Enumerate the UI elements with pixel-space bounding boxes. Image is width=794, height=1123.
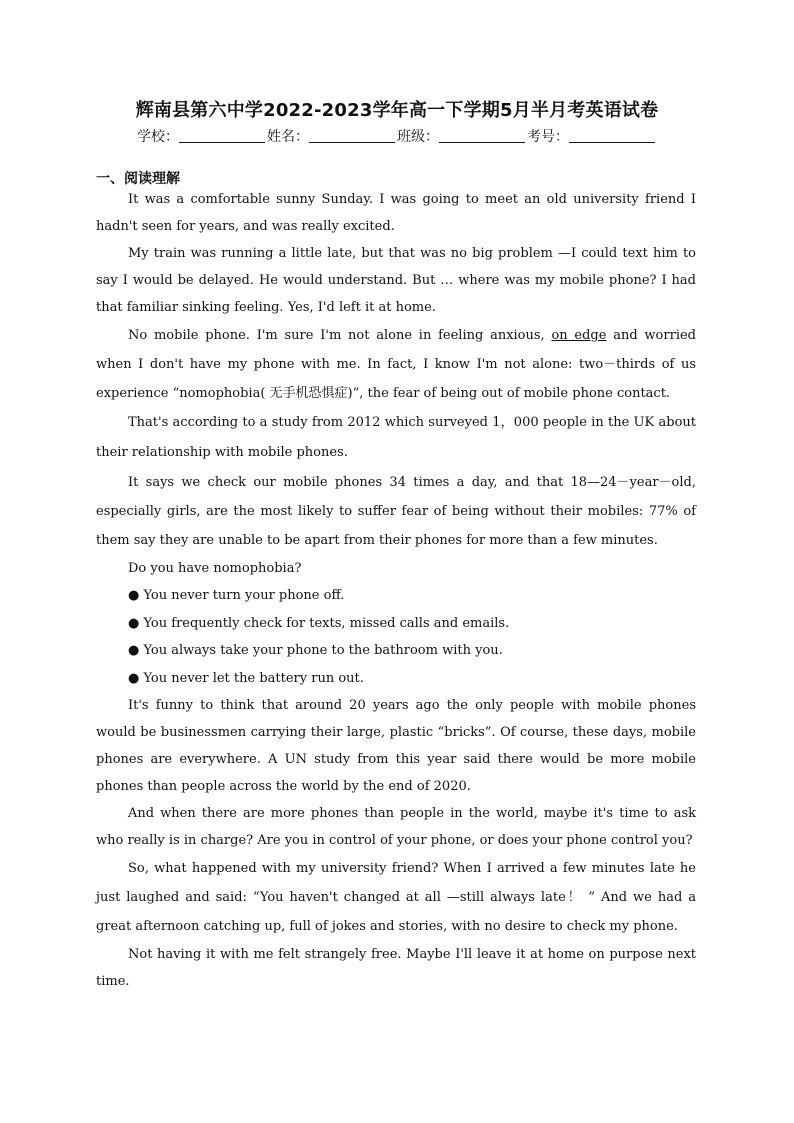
school-label: 学校： [137,129,179,145]
paragraph-10: Not having it with me felt strangely free. Maybe I'll leave it at home on purpose next time. [96,947,696,989]
underlined-phrase: on edge [551,328,607,343]
class-label: 班级： [397,129,439,145]
paragraph-9: So, what happened with my university friend? When I arrived a few minutes late he just laughed and said: “You haven't changed at all —still always late！ ” And we had a great afternoon catching up, full of jokes and stories, with no desire to check my phone. [96,861,696,934]
class-blank[interactable] [439,128,525,143]
paragraph-3 [96,321,696,408]
paragraph-6: Do you have nomophobia? [128,561,302,576]
exam-number-blank[interactable] [569,128,655,143]
paragraph-1: It was a comfortable sunny Sunday. I was going to meet an old university friend I hadn't seen for years, and was really excited. [96,192,696,234]
school-field [137,126,267,146]
school-blank[interactable] [179,128,265,143]
class-field [397,126,527,146]
name-field [267,126,397,146]
paragraph-3-text-b: and worried when I don't have my phone with me. In fact, I know I'm not alone: two－thirds of us experience “nomophobia( 无手机恐惧症)”, the fear of being out of mobile phone contact. [96,328,696,401]
exam-title: 辉南县第六中学2022-2023学年高一下学期5月半月考英语试卷 [135,100,659,121]
paragraph-7: It's funny to think that around 20 years ago the only people with mobile phones would be businessmen carrying their large, plastic “bricks”. Of course, these days, mobile phones are everywhere. A UN study from this year said there would be more mobile phones than people across the world by the end of 2020. [96,698,696,794]
bullet-item: ● You frequently check for texts, missed calls and emails. [128,615,510,631]
paragraph-8: And when there are more phones than people in the world, maybe it's time to ask who really is in charge? Are you in control of your phone, or does your phone control you? [96,806,696,848]
paragraph-4: That's according to a study from 2012 which surveyed 1，000 people in the UK about their relationship with mobile phones. [96,415,696,460]
bullet-item: ● You never let the battery run out. [128,670,364,686]
name-label: 姓名： [267,129,309,145]
name-blank[interactable] [309,128,395,143]
exam-number-label: 考号： [527,129,569,145]
bullet-item: ● You always take your phone to the bathroom with you. [128,643,503,658]
paragraph-5: It says we check our mobile phones 34 times a day, and that 18—24－year－old, especially girls, are the most likely to suffer fear of being without their mobiles: 77% of them say they are unable to be apart from their phones for more than a few minutes. [96,475,696,548]
paragraph-2: My train was running a little late, but that was no big problem —I could text him to say I would be delayed. He would understand. But … where was my mobile phone? I had that familiar sinking feeling. Yes, I'd left it at home. [96,246,696,315]
section-title: 一、阅读理解 [96,171,180,187]
paragraph-3-text-a: No mobile phone. I'm sure I'm not alone in feeling anxious, [128,328,552,343]
exam-number-field [527,126,657,146]
student-info-line [0,126,794,146]
reading-passage [96,186,696,995]
bullet-item: ● You never turn your phone off. [128,588,345,603]
